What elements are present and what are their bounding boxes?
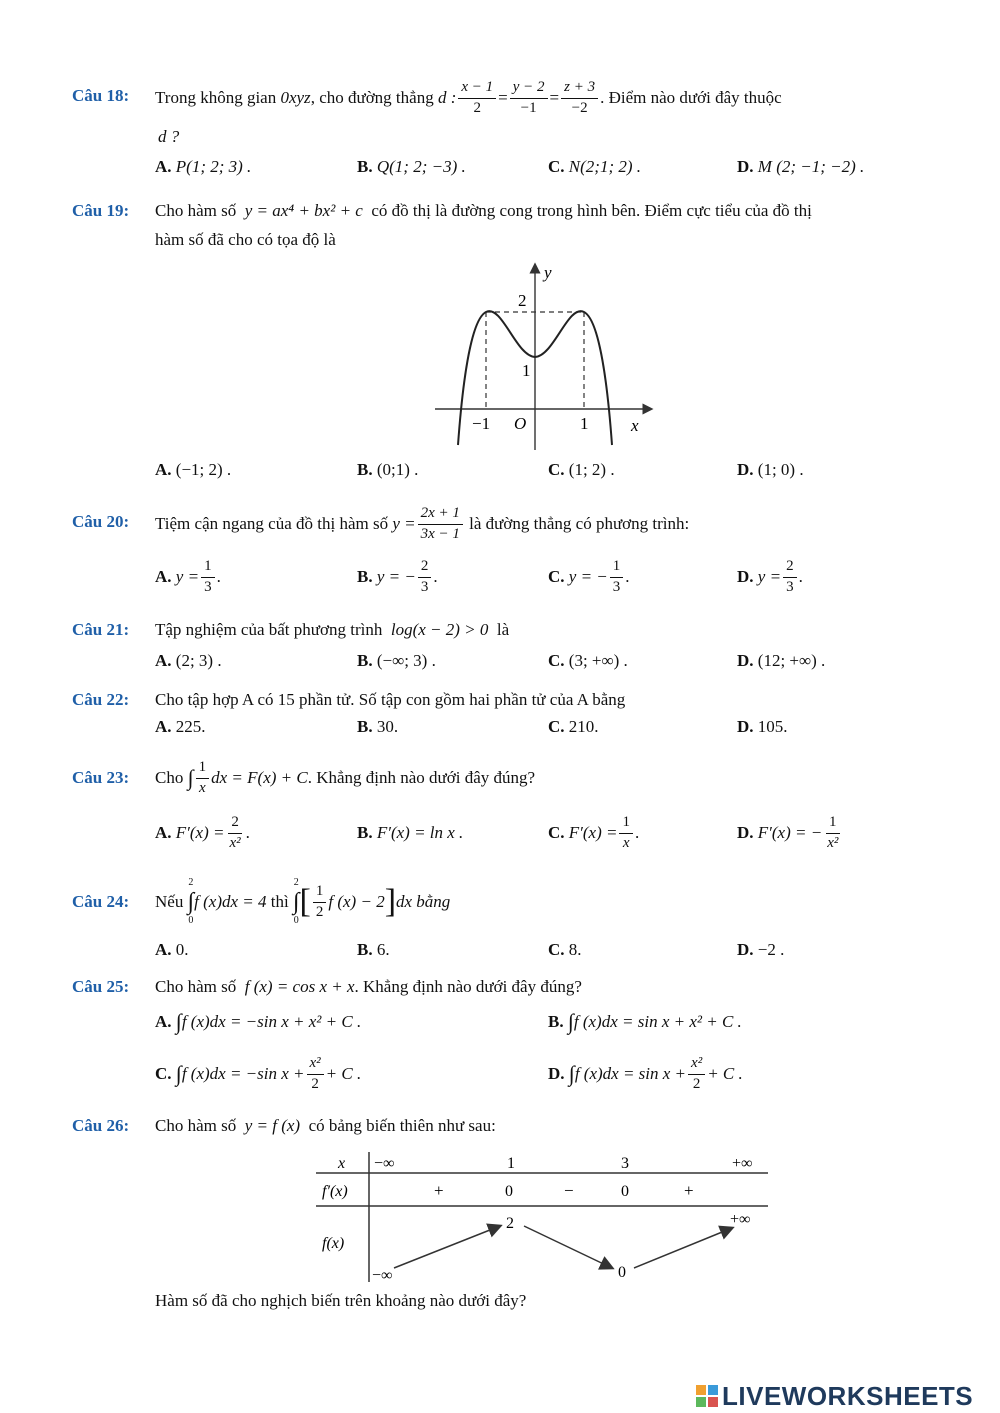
option-d[interactable]: D. y = $\frac{2}{3}$ . [737, 557, 803, 595]
tick-1: 1 [522, 361, 531, 380]
question-number: Câu 22: [72, 690, 130, 709]
tick-x1: 1 [580, 414, 589, 433]
option-a[interactable]: A. F′(x) = $\frac{2}{\text{x²}}$ . [155, 813, 250, 851]
option-b[interactable]: B. 6. [357, 940, 390, 959]
sign-zero: 0 [621, 1183, 629, 1200]
integral-limits: 2 ∫ 0 [292, 876, 300, 927]
x-neg-inf: −∞ [374, 1155, 395, 1172]
origin-label: O [514, 414, 527, 433]
val-0: 0 [618, 1264, 626, 1281]
fraction: $\frac{x - 1}{2}$ [458, 80, 496, 117]
x-3: 3 [621, 1155, 629, 1172]
option-d[interactable]: D. 105. [737, 717, 788, 736]
question-text: Cho hàm số f (x) = cos x + x. Khẳng định nào dưới đây đúng? [155, 977, 582, 996]
option-c[interactable]: C. y = − $\frac{1}{3}$ . [548, 557, 630, 595]
option-a[interactable]: A. 225. [155, 717, 206, 736]
question-text: Trong không gian 0xyz , cho đường thẳng d : $\frac{x - 1}{2}$ = $\frac{y - 2}{-1}$ = $\frac{z + 3}{-2}$ . Điểm nào dưới đây thuộc [155, 78, 782, 116]
sign-zero: 0 [505, 1183, 513, 1200]
option-c[interactable]: C. 8. [548, 940, 582, 959]
option-a[interactable]: A. P(1; 2; 3) . [155, 157, 252, 176]
val-pos-inf: +∞ [730, 1211, 751, 1228]
question-text: Cho ∫ $\frac{1}{x}$ dx = F(x) + C . Khẳng định nào dưới đây đúng? [155, 758, 536, 796]
row-label-fprime: f′(x) [322, 1183, 348, 1200]
integral-limits: 2 ∫ 0 [187, 876, 195, 927]
option-a[interactable]: A. ∫ f (x)dx = −sin x + x² + C . [155, 1009, 362, 1034]
liveworksheets-logo [696, 1381, 996, 1411]
question-number: Câu 19: [72, 201, 130, 220]
val-neg-inf: −∞ [372, 1267, 393, 1284]
x-pos-inf: +∞ [732, 1155, 753, 1172]
option-c[interactable]: C. (1; 2) . [548, 460, 615, 479]
question-text-cont: hàm số đã cho có tọa độ là [155, 230, 336, 249]
sign-plus: + [434, 1181, 444, 1200]
arrow-up [634, 1228, 732, 1268]
logo-text: LIVEWORKSHEETS [722, 1381, 974, 1411]
option-a[interactable]: A. y = $\frac{1}{3}$ . [155, 557, 221, 595]
row-label-f: f(x) [322, 1235, 345, 1252]
option-d[interactable]: D. ∫ f (x)dx = sin x + $\frac{\text{x²}}{2}$ + C . [548, 1054, 743, 1092]
function-graph [430, 260, 660, 455]
question-number: Câu 24: [72, 892, 130, 911]
row-label-x: x [338, 1155, 346, 1172]
x-label: x [631, 416, 639, 435]
tick-2: 2 [518, 291, 527, 310]
question-text-cont: d ? [158, 127, 180, 146]
arrow-up [394, 1226, 500, 1268]
option-d[interactable]: D. (12; +∞) . [737, 651, 826, 670]
option-c[interactable]: C. ∫ f (x)dx = −sin x + $\frac{\text{x²}}{2}$ + C . [155, 1054, 362, 1092]
option-c[interactable]: C. (3; +∞) . [548, 651, 628, 670]
option-a[interactable]: A. (−1; 2) . [155, 460, 232, 479]
option-d[interactable]: D. F′(x) = − $\frac{1}{\text{x²}}$ [737, 813, 839, 851]
question-text: Cho hàm số y = ax⁴ + bx² + c có đồ thị là đường cong trong hình bên. Điểm cực tiểu của đồ thị [155, 201, 812, 220]
option-b[interactable]: B. (−∞; 3) . [357, 651, 436, 670]
option-b[interactable]: B. y = − $\frac{2}{3}$ . [357, 557, 438, 595]
fraction: $\frac{y - 2}{-1}$ [510, 80, 548, 117]
question-text: Cho hàm số y = f (x) có bảng biến thiên như sau: [155, 1116, 496, 1135]
sign-minus: − [564, 1181, 574, 1200]
x-1: 1 [507, 1155, 515, 1172]
question-number: Câu 26: [72, 1116, 130, 1135]
question-text: Nếu 2 ∫ 0 f (x)dx = 4 thì 2 ∫ 0 [ $\frac{1}{2}$ f (x) − 2 ] dx bằng [155, 876, 451, 927]
sign-plus: + [684, 1181, 694, 1200]
option-d[interactable]: D. M (2; −1; −2) . [737, 157, 865, 176]
fraction: $\frac{z + 3}{-2}$ [561, 80, 598, 117]
option-b[interactable]: B. Q(1; 2; −3) . [357, 157, 466, 176]
option-d[interactable]: D. −2 . [737, 940, 785, 959]
question-number: Câu 18: [72, 86, 130, 105]
option-a[interactable]: A. 0. [155, 940, 189, 959]
question-number: Câu 23: [72, 768, 130, 787]
y-label: y [544, 263, 552, 282]
question-text-cont: Hàm số đã cho nghịch biến trên khoảng nào dưới đây? [155, 1291, 527, 1310]
question-number: Câu 25: [72, 977, 130, 996]
option-c[interactable]: C. N(2;1; 2) . [548, 157, 642, 176]
option-c[interactable]: C. F′(x) = $\frac{1}{x}$ . [548, 813, 640, 851]
question-number: Câu 21: [72, 620, 130, 639]
option-b[interactable]: B. ∫ f (x)dx = sin x + x² + C . [548, 1009, 742, 1034]
variation-table [312, 1148, 772, 1284]
arrow-down [524, 1226, 612, 1268]
option-b[interactable]: B. (0;1) . [357, 460, 419, 479]
option-c[interactable]: C. 210. [548, 717, 599, 736]
question-text: Tiệm cận ngang của đồ thị hàm số y = $\frac{2x + 1}{3x - 1}$ là đường thẳng có phương trình: [155, 504, 690, 542]
logo-icon [696, 1385, 718, 1407]
option-d[interactable]: D. (1; 0) . [737, 460, 804, 479]
option-b[interactable]: B. F′(x) = ln x . [357, 823, 464, 842]
option-a[interactable]: A. (2; 3) . [155, 651, 222, 670]
question-number: Câu 20: [72, 512, 130, 531]
question-text: Tập nghiệm của bất phương trình log(x − 2) > 0 là [155, 620, 510, 639]
option-b[interactable]: B. 30. [357, 717, 399, 736]
val-2: 2 [506, 1215, 514, 1232]
question-text: Cho tập hợp A có 15 phần tử. Số tập con gồm hai phần tử của A bằng [155, 690, 626, 709]
tick-minus-1: −1 [472, 414, 491, 433]
